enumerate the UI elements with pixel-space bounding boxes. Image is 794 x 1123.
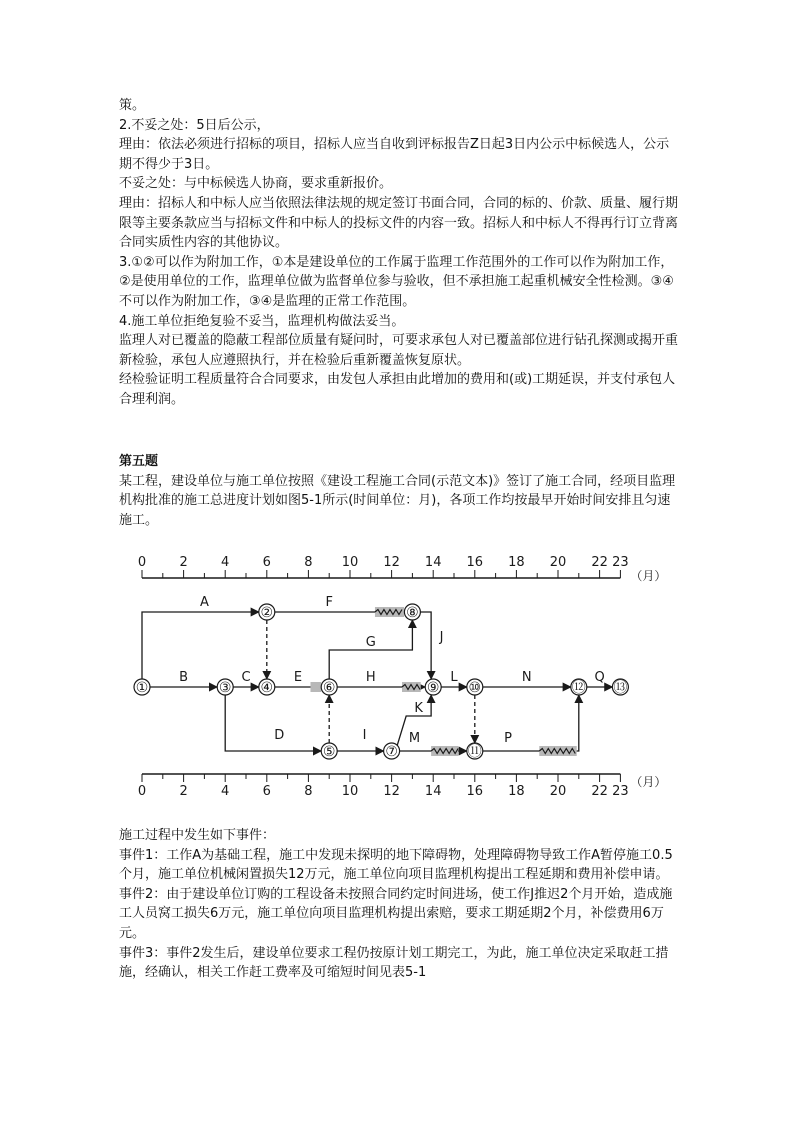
paragraph: 不妥之处：与中标候选人协商，要求重新报价。 bbox=[119, 176, 393, 192]
node-label: ⑨ bbox=[426, 680, 440, 696]
scale-label: 23 bbox=[612, 784, 629, 799]
activity-label: C bbox=[241, 670, 251, 685]
scale-label: 23 bbox=[612, 555, 629, 570]
scale-label: 4 bbox=[221, 784, 230, 799]
paragraph: 2.不妥之处：5日后公示， bbox=[119, 117, 270, 133]
scale-label: 12 bbox=[383, 555, 400, 570]
events-text-block bbox=[119, 826, 679, 983]
scale-label: 6 bbox=[262, 555, 271, 570]
paragraph: 事件1：工作A为基础工程，施工中发现未探明的地下障碍物，处理障碍物导致工作A暂停施工0.5个月，施工单位机械闲置损失12万元，施工单位向项目监理机构提出工程延期和费用补偿申请。 bbox=[119, 847, 673, 883]
activity-label: B bbox=[179, 670, 189, 685]
scale-label: 14 bbox=[424, 784, 442, 799]
answer-text-block bbox=[119, 96, 679, 410]
scale-label: 8 bbox=[304, 784, 313, 799]
activity-label: H bbox=[365, 670, 376, 685]
scale-label: 22 bbox=[591, 555, 608, 570]
scale-label: 18 bbox=[508, 555, 525, 570]
scale-label: 4 bbox=[221, 555, 230, 570]
scale-unit: （月） bbox=[630, 775, 667, 789]
node-label: ⑬ bbox=[613, 680, 628, 696]
scale-unit: （月） bbox=[630, 569, 667, 583]
scale-label: 16 bbox=[466, 784, 484, 799]
paragraph: 经检验证明工程质量符合合同要求，由发包人承担由此增加的费用和(或)工期延误，并支付承包人合理利润。 bbox=[119, 372, 676, 407]
scale-label: 10 bbox=[341, 555, 359, 570]
activity-label: Q bbox=[594, 670, 605, 685]
paragraph: 事件3：事件2发生后，建设单位要求工程仍按原计划工期完工，为此，施工单位决定采取赶工措施，经确认，相关工作赶工费率及可缩短时间见表5-1 bbox=[119, 945, 669, 981]
problem-five-block bbox=[119, 452, 679, 530]
node-label: ① bbox=[135, 680, 149, 696]
scale-label: 16 bbox=[466, 555, 484, 570]
activity-label: G bbox=[365, 635, 376, 650]
node-label: ③ bbox=[218, 680, 232, 696]
scale-label: 8 bbox=[304, 555, 313, 570]
scale-label: 2 bbox=[179, 555, 188, 570]
scale-label: 12 bbox=[383, 784, 400, 799]
paragraph: 3.①②可以作为附加工作，①本是建设单位的工作属于监理工作范围外的工作可以作为附加工作，②是使用单位的工作，监理单位做为监督单位参与验收，但不承担施工起重机械安全性检测。③④不可以作为附加工作，③④是监理的正常工作范围。 bbox=[119, 254, 674, 309]
scale-label: 2 bbox=[179, 784, 188, 799]
scale-label: 10 bbox=[341, 784, 359, 799]
node-label: ④ bbox=[260, 680, 274, 696]
activity-label: K bbox=[414, 701, 423, 716]
activity-label: N bbox=[521, 670, 532, 685]
activity-label: P bbox=[504, 731, 513, 746]
paragraph: 4.施工单位拒绝复验不妥当，监理机构做法妥当。 bbox=[119, 313, 405, 329]
paragraph: 理由：依法必须进行招标的项目，招标人应当自收到评标报告Z日起3日内公示中标候选人，公示期不得少于3日。 bbox=[119, 137, 670, 172]
paragraph: 事件2：由于建设单位订购的工程设备未按照合同约定时间进场，使工作J推迟2个月开始，造成施工人员窝工损失6万元，施工单位向项目监理机构提出索赔，要求工期延期2个月，补偿费用6万元。 bbox=[119, 886, 673, 941]
paragraph: 理由：招标人和中标人应当依照法律法规的规定签订书面合同，合同的标的、价款、质量、履行期限等主要条款应当与招标文件和中标人的投标文件的内容一致。招标人和中标人不得再行订立背离合同实质性内容的其他协议。 bbox=[119, 195, 679, 251]
activity-label: D bbox=[274, 728, 285, 743]
node-label: ⑫ bbox=[571, 680, 586, 696]
activity-label: I bbox=[362, 728, 367, 743]
node-label: ⑧ bbox=[406, 605, 419, 621]
paragraph: 某工程，建设单位与施工单位按照《建设工程施工合同(示范文本)》签订了施工合同，经项目监理机构批准的施工总进度计划如图5-1所示(时间单位：月)，各项工作均按最早开始时间安排且匀速施工。 bbox=[119, 473, 676, 528]
scale-label: 22 bbox=[591, 784, 608, 799]
scale-label: 20 bbox=[549, 555, 567, 570]
scale-label: 20 bbox=[549, 784, 567, 799]
node-label: ⑥ bbox=[322, 680, 336, 696]
node-label: ⑤ bbox=[322, 744, 336, 760]
scale-label: 6 bbox=[262, 784, 271, 799]
section-title: 第五题 bbox=[119, 454, 159, 469]
network-diagram bbox=[124, 546, 667, 814]
node-label: ② bbox=[260, 605, 274, 621]
paragraph: 监理人对已覆盖的隐蔽工程部位质量有疑问时，可要求承包人对已覆盖部位进行钻孔探测或揭开重新检验，承包人应遵照执行，并在检验后重新覆盖恢复原状。 bbox=[119, 333, 679, 368]
scale-label: 14 bbox=[424, 555, 442, 570]
activity-label: F bbox=[325, 595, 333, 610]
float-band bbox=[310, 682, 321, 692]
activity-label: M bbox=[408, 731, 421, 746]
scale-label: 0 bbox=[137, 555, 147, 570]
paragraph: 施工过程中发生如下事件： bbox=[119, 828, 276, 843]
scale-label: 18 bbox=[508, 784, 525, 799]
scale-label: 0 bbox=[137, 784, 147, 799]
activity-label: J bbox=[439, 630, 444, 645]
activity-label: E bbox=[293, 670, 303, 685]
activity-label: A bbox=[199, 595, 209, 610]
node-label: ⑦ bbox=[385, 744, 398, 760]
node-label: ⑩ bbox=[468, 680, 482, 696]
node-label: ⑪ bbox=[467, 744, 482, 760]
activity-label: L bbox=[450, 670, 458, 685]
paragraph: 策。 bbox=[119, 98, 146, 113]
